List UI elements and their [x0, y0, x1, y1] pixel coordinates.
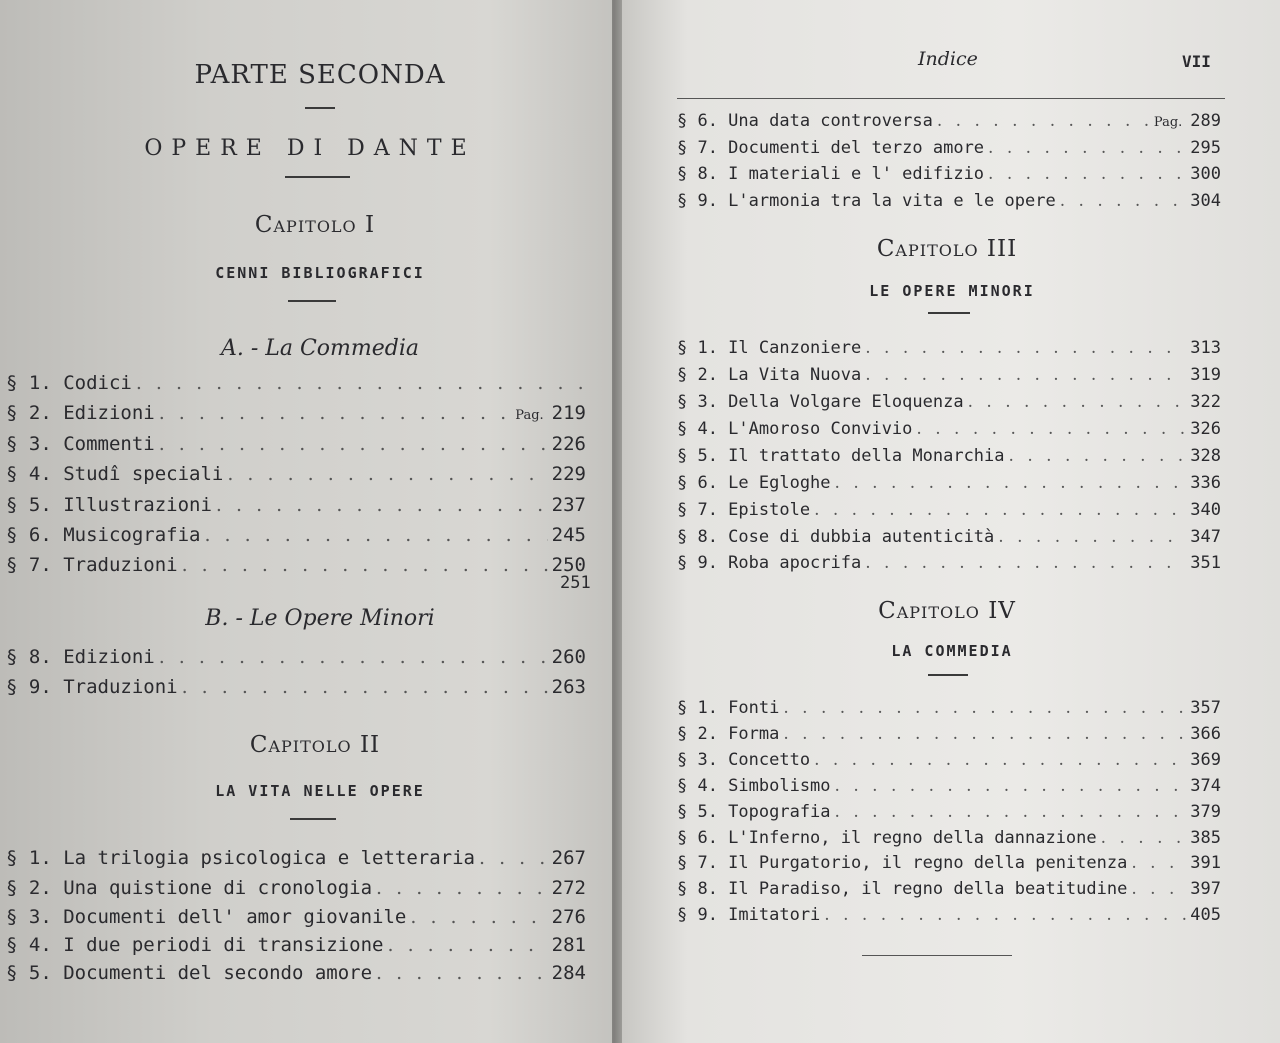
toc-entry: § 8. Cose di dubbia autenticità . . . 347 — [677, 527, 1221, 547]
divider — [285, 176, 350, 178]
toc-entry: § 3. Della Volgare Eloquenza . . . 322 — [677, 392, 1221, 412]
toc-entry: § 6. Musicografia . . . 245 — [6, 524, 586, 546]
toc-entry: § 1. La trilogia psicologica e letteraria . . . 267 — [6, 847, 586, 869]
right-page — [622, 0, 1280, 1043]
toc-entry: § 8. Il Paradiso, il regno della beatitudine . . . 397 — [677, 879, 1221, 899]
toc-entry: § 2. La Vita Nuova . . . 319 — [677, 365, 1221, 385]
toc-entry: § 5. Documenti del secondo amore . . . 284 — [6, 962, 586, 984]
running-head: Indice — [918, 48, 978, 70]
toc-entry: § 4. Simbolismo . . . 374 — [677, 776, 1221, 796]
toc-entry: § 7. Documenti del terzo amore . . . 295 — [677, 138, 1221, 158]
toc-entry: § 3. Concetto . . . 369 — [677, 750, 1221, 770]
toc-entry: § 2. Edizioni . . . Pag. 219 — [6, 402, 586, 424]
opere-title: OPERE DI DANTE — [144, 136, 476, 161]
toc-entry: § 1. Il Canzoniere . . . 313 — [677, 338, 1221, 358]
toc-entry: § 8. I materiali e l' edifizio . . . 300 — [677, 164, 1221, 184]
toc-entry: § 2. Forma . . . 366 — [677, 724, 1221, 744]
toc-entry: § 2. Una quistione di cronologia . . . 272 — [6, 877, 586, 899]
toc-entry: § 8. Edizioni . . . 260 — [6, 646, 586, 668]
header-rule — [677, 98, 1225, 99]
page-number: 251 — [560, 573, 591, 593]
toc-entry: § 5. Topografia . . . 379 — [677, 802, 1221, 822]
toc-entry: § 6. Le Egloghe . . . 336 — [677, 473, 1221, 493]
chapter-2-subtitle: LA VITA NELLE OPERE — [215, 782, 425, 800]
chapter-4-title: Capitolo IV — [878, 598, 1016, 624]
toc-entry: § 4. I due periodi di transizione . . . 281 — [6, 934, 586, 956]
toc-entry: § 7. Il Purgatorio, il regno della penitenza . . . 391 — [677, 853, 1221, 873]
page-folio: VII — [1182, 52, 1211, 71]
toc-entry: § 7. Epistole . . . 340 — [677, 500, 1221, 520]
toc-entry: § 4. L'Amoroso Convivio . . . 326 — [677, 419, 1221, 439]
toc-entry: § 4. Studî speciali . . . 229 — [6, 463, 586, 485]
toc-entry: § 9. Imitatori . . . 405 — [677, 905, 1221, 925]
toc-entry: § 9. Roba apocrifa . . . 351 — [677, 553, 1221, 573]
toc-entry: § 9. Traduzioni . . . 263 — [6, 676, 586, 698]
divider — [928, 312, 970, 314]
chapter-4-subtitle: LA COMMEDIA — [891, 642, 1013, 660]
chapter-3-title: Capitolo III — [876, 236, 1018, 262]
toc-entry: § 3. Commenti . . . 226 — [6, 433, 586, 455]
toc-entry: § 7. Traduzioni . . . 250 — [6, 554, 586, 576]
section-b-heading: B. - Le Opere Minori — [205, 606, 435, 631]
divider — [928, 674, 968, 676]
left-page — [0, 0, 612, 1043]
end-rule — [862, 955, 1012, 956]
toc-entry: § 1. Codici . . . — [6, 372, 586, 394]
toc-entry: § 9. L'armonia tra la vita e le opere . . . 304 — [677, 191, 1221, 211]
toc-entry: § 6. Una data controversa . . . Pag. 289 — [677, 111, 1221, 131]
divider — [305, 107, 335, 109]
chapter-3-subtitle: LE OPERE MINORI — [869, 282, 1035, 300]
divider — [290, 818, 336, 820]
toc-entry: § 6. L'Inferno, il regno della dannazione . . . 385 — [677, 828, 1221, 848]
toc-entry: § 5. Illustrazioni . . . 237 — [6, 494, 586, 516]
chapter-1-subtitle: CENNI BIBLIOGRAFICI — [215, 264, 425, 282]
toc-entry: § 5. Il trattato della Monarchia . . . 328 — [677, 446, 1221, 466]
toc-entry: § 3. Documenti dell' amor giovanile . . . 276 — [6, 906, 586, 928]
toc-entry: § 1. Fonti . . . 357 — [677, 698, 1221, 718]
divider — [288, 300, 336, 302]
chapter-2-title: Capitolo II — [249, 732, 381, 758]
section-a-heading: A. - La Commedia — [220, 336, 420, 361]
part-title: PARTE SECONDA — [194, 60, 446, 90]
chapter-1-title: Capitolo I — [254, 212, 376, 238]
